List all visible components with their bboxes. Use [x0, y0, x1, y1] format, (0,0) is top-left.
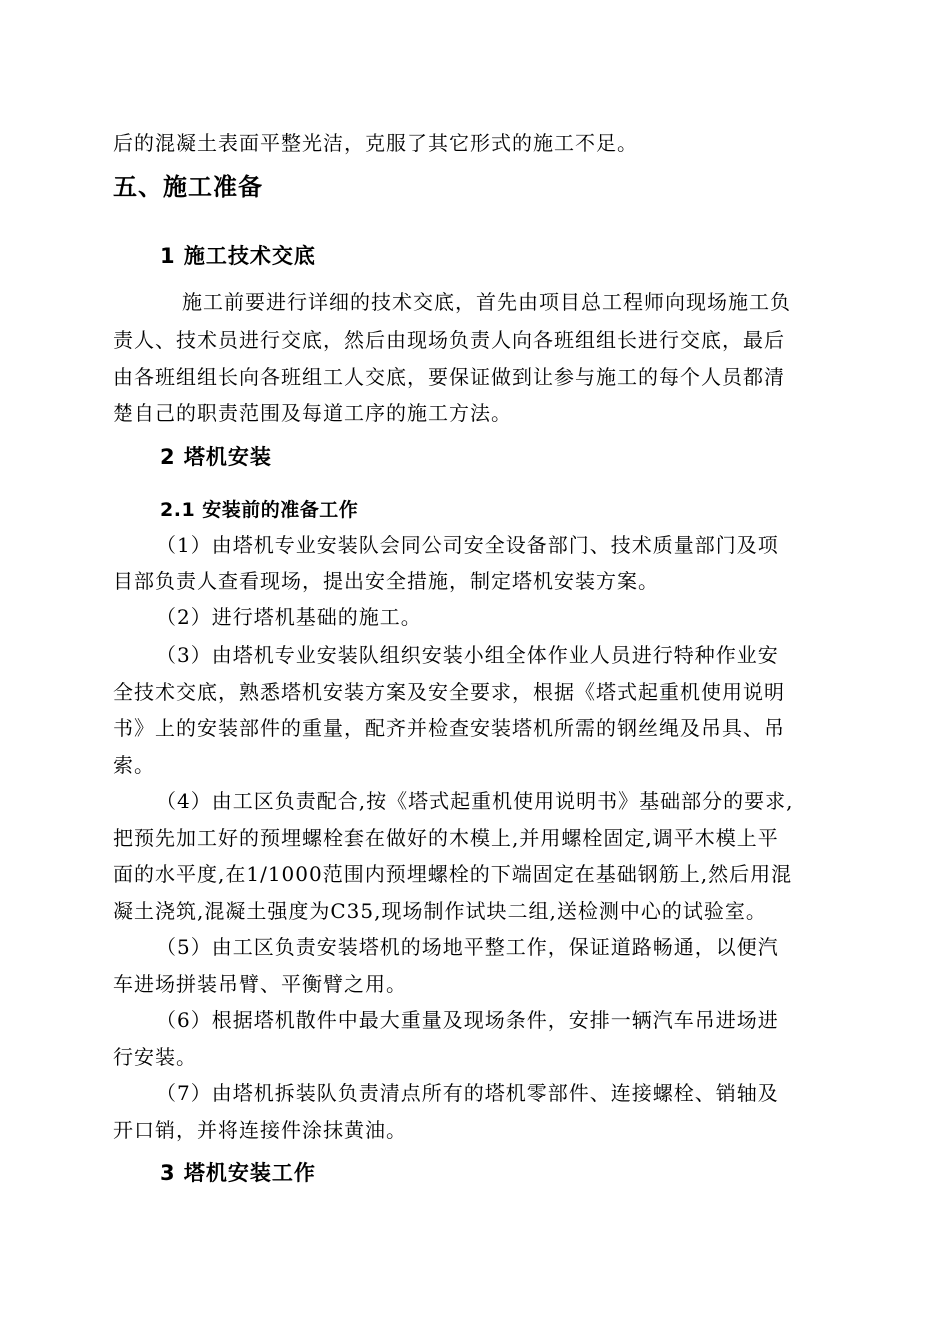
list-item-line: （3）由塔机专业安装队组织安装小组全体作业人员进行特种作业安	[156, 643, 779, 667]
subsection-heading: 1 施工技术交底	[160, 244, 316, 268]
list-item-line: （6）根据塔机散件中最大重量及现场条件，安排一辆汽车吊进场进	[156, 1008, 779, 1032]
list-item-line: 开口销，并将连接件涂抹黄油。	[113, 1118, 407, 1142]
list-item-line: （2）进行塔机基础的施工。	[156, 605, 422, 629]
subsubsection-heading: 2.1 安装前的准备工作	[160, 499, 359, 521]
paragraph-line: 楚自己的职责范围及每道工序的施工方法。	[113, 401, 512, 425]
list-item-line: （5）由工区负责安装塔机的场地平整工作，保证道路畅通，以便汽	[156, 935, 779, 959]
list-item-line: 目部负责人查看现场，提出安全措施，制定塔机安装方案。	[113, 569, 659, 593]
section-heading: 五、施工准备	[113, 173, 263, 201]
list-item-line: 索。	[113, 753, 155, 777]
list-item-line: （7）由塔机拆装队负责清点所有的塔机零部件、连接螺栓、销轴及	[156, 1081, 779, 1105]
subsection-heading: 3 塔机安装工作	[160, 1161, 316, 1185]
list-item-line: 行安装。	[113, 1045, 197, 1069]
paragraph-line: 由各班组组长向各班组工人交底，要保证做到让参与施工的每个人员都清	[113, 365, 785, 389]
list-item-line: 书》上的安装部件的重量，配齐并检查安装塔机所需的钢丝绳及吊具、吊	[113, 716, 785, 740]
paragraph-line: 后的混凝土表面平整光洁，克服了其它形式的施工不足。	[113, 131, 638, 155]
paragraph-line: 施工前要进行详细的技术交底，首先由项目总工程师向现场施工负	[182, 290, 791, 314]
list-item-line: （1）由塔机专业安装队会同公司安全设备部门、技术质量部门及项	[156, 533, 779, 557]
list-item-line: 面的水平度,在1/1000范围内预埋螺栓的下端固定在基础钢筋上,然后用混	[113, 862, 793, 886]
list-item-line: 凝土浇筑,混凝土强度为C35,现场制作试块二组,送检测中心的试验室。	[113, 899, 767, 923]
list-item-line: 车进场拼装吊臂、平衡臂之用。	[113, 972, 407, 996]
subsection-heading: 2 塔机安装	[160, 445, 272, 469]
list-item-line: 把预先加工好的预埋螺栓套在做好的木模上,并用螺栓固定,调平木模上平	[113, 826, 779, 850]
list-item-line: 全技术交底，熟悉塔机安装方案及安全要求，根据《塔式起重机使用说明	[113, 680, 785, 704]
paragraph-line: 责人、技术员进行交底，然后由现场负责人向各班组组长进行交底，最后	[113, 328, 785, 352]
list-item-line: （4）由工区负责配合,按《塔式起重机使用说明书》基础部分的要求,	[156, 789, 794, 813]
